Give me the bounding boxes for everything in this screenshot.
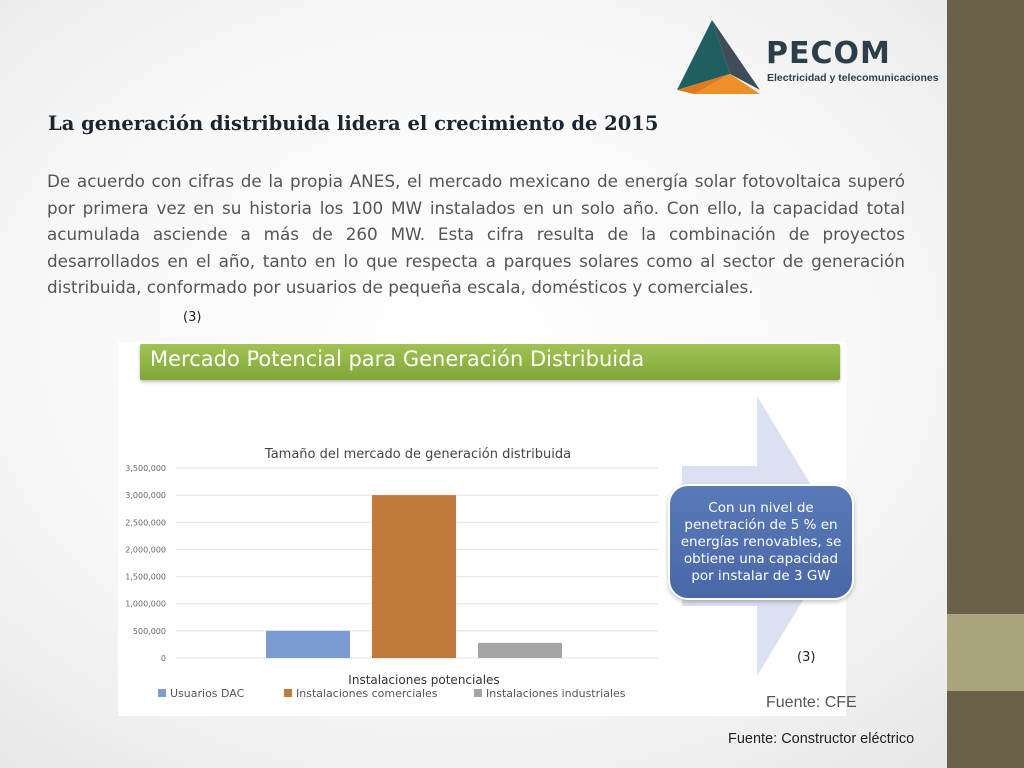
banner-text: Mercado Potencial para Generación Distribuida — [150, 347, 645, 371]
y-tick-label: 1,000,000 — [125, 599, 166, 609]
brand-tagline: Electricidad y telecomunicaciones — [767, 72, 939, 84]
legend-swatch — [158, 689, 166, 697]
banner — [140, 344, 840, 380]
logo-triangle-icon — [672, 16, 762, 98]
slide-paragraph: De acuerdo con cifras de la propia ANES, el mercado mexicano de energía solar fotovoltaica superó por primera vez en su historia los 100 MW instalados en un solo año. Con ello, la capacidad total acumulada asciende a más de 260 MW. Esta cifra resulta de la combinación de proyectos desarrollados en el año, tanto en lo que respecta a parques solares como al sector de generación distribuida, conformado por usuarios de pequeña escala, domésticos y comerciales. — [47, 171, 905, 297]
legend-swatch — [474, 689, 482, 697]
y-tick-label: 0 — [160, 654, 166, 663]
pecom-logo — [672, 16, 942, 98]
paragraph-reference: (3) — [183, 310, 202, 325]
bar-1 — [266, 631, 350, 658]
callout-reference: (3) — [797, 650, 816, 665]
callout-text: Con un nivel de penetración de 5 % en energías renovables, se obtiene una capacidad por instalar de 3 GW — [680, 499, 842, 584]
chart-source: Fuente: CFE — [766, 694, 857, 711]
legend-swatch — [284, 689, 292, 697]
y-tick-label: 3,000,000 — [125, 491, 166, 501]
legend-label: Usuarios DAC — [170, 687, 245, 700]
legend-label: Instalaciones comerciales — [296, 687, 438, 700]
chart-title: Tamaño del mercado de generación distribuida — [264, 447, 572, 462]
bar-3 — [478, 643, 562, 658]
y-tick-label: 2,000,000 — [125, 545, 166, 555]
footer-source: Fuente: Constructor eléctrico — [728, 731, 915, 747]
brand-name: PECOM — [766, 36, 891, 71]
y-tick-label: 1,500,000 — [125, 572, 166, 582]
slide-title: La generación distribuida lidera el crecimiento de 2015 — [48, 112, 659, 135]
legend-label: Instalaciones industriales — [486, 687, 626, 700]
callout-box — [668, 484, 854, 600]
bar-chart — [118, 430, 678, 720]
sidebar-accent-band — [947, 614, 1024, 691]
x-axis-label: Instalaciones potenciales — [348, 673, 500, 687]
y-tick-label: 2,500,000 — [125, 518, 166, 528]
bar-2 — [372, 495, 456, 658]
y-tick-label: 500,000 — [132, 626, 166, 636]
y-tick-label: 3,500,000 — [125, 464, 166, 473]
